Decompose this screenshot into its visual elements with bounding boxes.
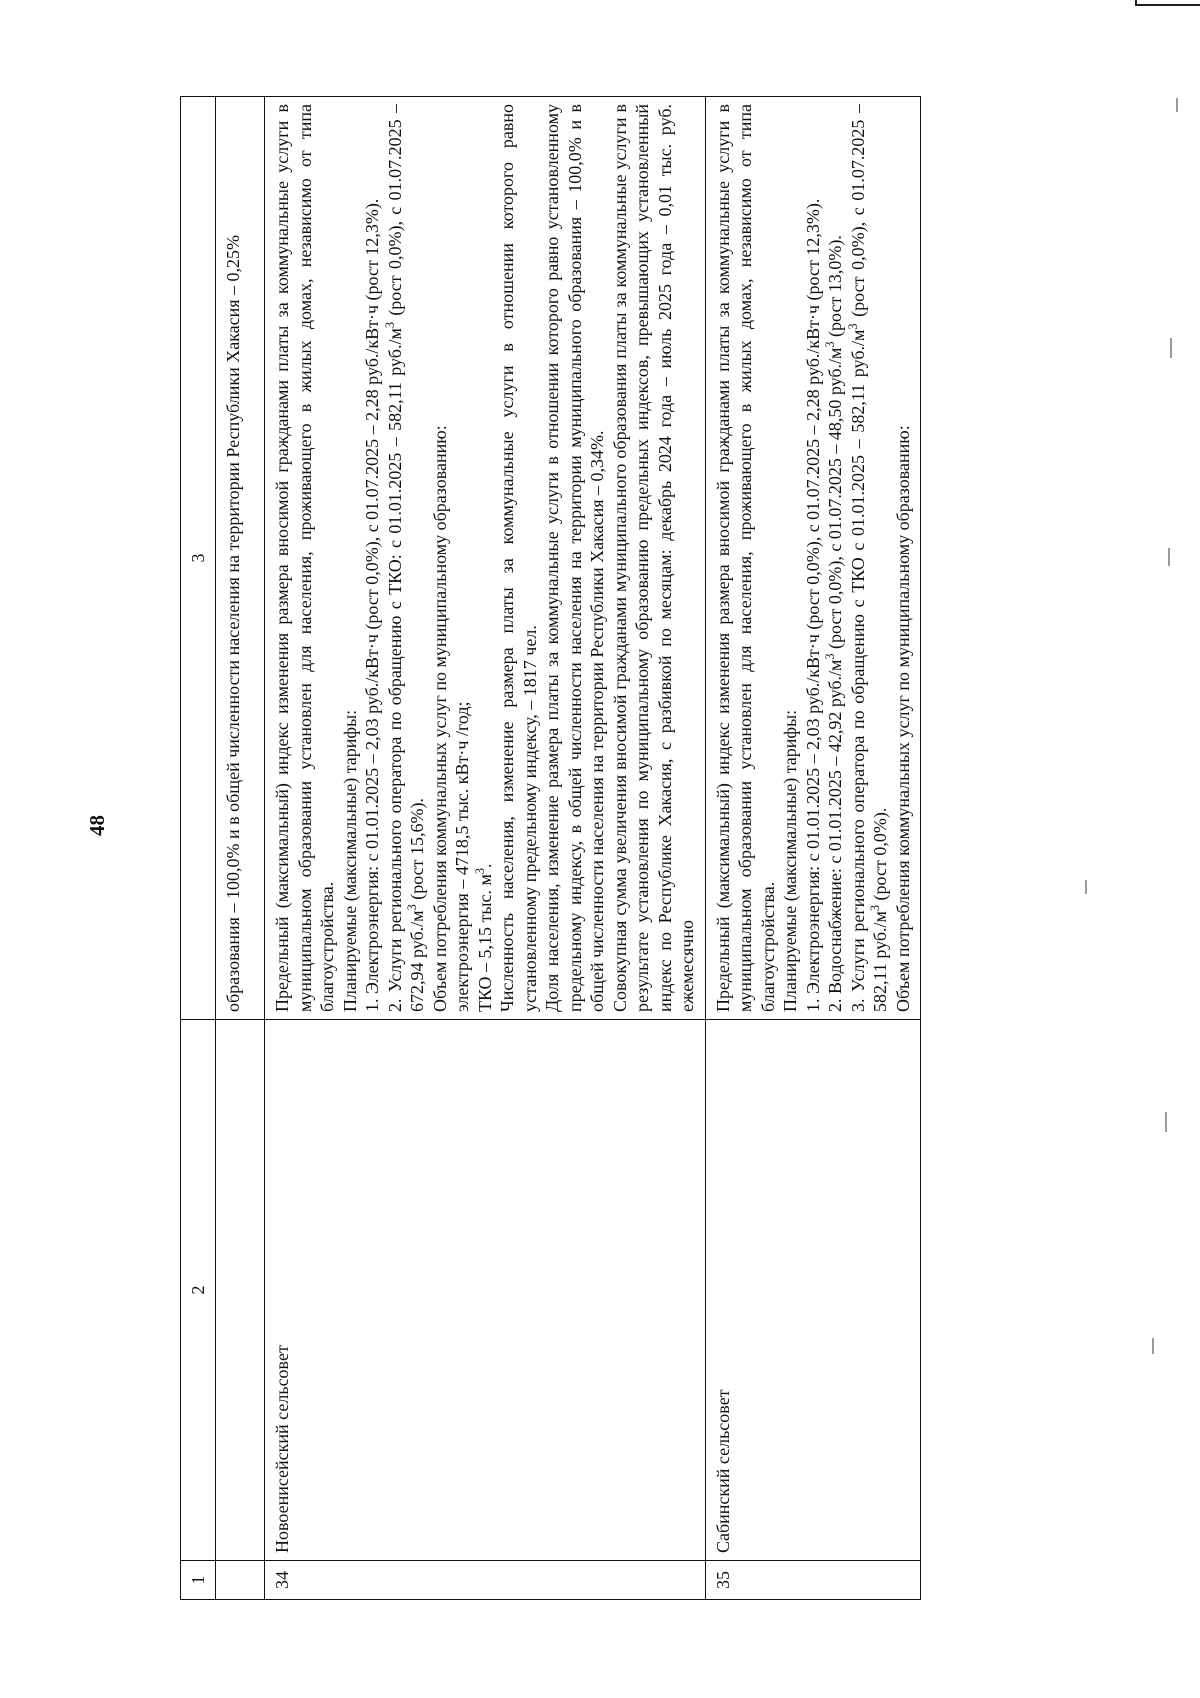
row-number: 35 — [705, 1561, 921, 1600]
volume-item — [474, 104, 497, 1012]
volume-title: Объем потребления коммунальных услуг по муниципальному образованию: — [429, 425, 450, 1012]
superscript: 3 — [845, 323, 860, 330]
tariff-item: 1. Электроэнергия: с 01.01.2025 – 2,03 руб./кВт·ч (рост 0,0%), с 01.07.2025 – 2,28 руб./кВт·ч (рост 12,3%). — [802, 198, 823, 1012]
intro-text: Предельный (максимальный) индекс изменения размера вносимой гражданами платы за коммунальные услуги в муниципальном образовании установлен для населения, проживающего в жилых домах, независимо от типа благоустройства. — [272, 104, 337, 1012]
tariff-index-table — [180, 96, 921, 1600]
volume-item: электроэнергия – 4718,5 тыс. кВт·ч /год; — [452, 701, 472, 1012]
tariff-text: (рост 13,0%). — [825, 235, 845, 342]
superscript: 3 — [405, 904, 419, 911]
scan-mark — [1085, 880, 1087, 894]
scan-mark — [1152, 1338, 1154, 1354]
continuation-text: образования – 100,0% и в общей численности населения на территории Республики Хакасия – 0,25% — [216, 97, 265, 1020]
table-header-row — [181, 97, 216, 1600]
volume-title: Объем потребления коммунальных услуг по муниципальному образованию: — [892, 425, 913, 1012]
tariff-text: (рост 0,0%), с 01.07.2025 – 582,11 руб./м — [847, 104, 890, 1012]
intro-text: Предельный (максимальный) индекс изменения размера вносимой гражданами платы за коммунальные услуги в муниципальном образовании установлен для населения, проживающего в жилых домах, независимо от типа благоустройства. — [712, 104, 778, 1012]
page-number: 48 — [85, 815, 109, 836]
tariff-item — [847, 104, 892, 1012]
volume-text: ТКО – 5,15 тыс. м — [474, 874, 495, 1012]
table-row — [265, 97, 706, 1600]
municipality-name: Новоенисейский сельсовет — [265, 1020, 706, 1561]
row-details — [705, 97, 921, 1020]
tariff-text: (рост 15,6%). — [407, 798, 427, 905]
tariff-text: (рост 0,0%), с 01.07.2025 – 48,50 руб./м — [825, 347, 845, 654]
total-text: Совокупная сумма увеличения вносимой гражданами муниципального образования платы за коммунальные услуги в результате установления по муниципальному образованию предельных индексов, превышающих установленный индекс по Республике Хакасия, с разбивкой по месяцам: декабрь 2024 года – июль 2025 года – 0,01 тыс. руб. ежемесячно — [609, 104, 697, 1012]
tariff-item: 1. Электроэнергия: с 01.01.2025 – 2,03 руб./кВт·ч (рост 0,0%), с 01.07.2025 – 2,28 руб./кВт·ч (рост 12,3%). — [362, 198, 382, 1012]
tariff-text: 2. Водоснабжение: с 01.01.2025 – 42,92 руб./м — [825, 659, 845, 1012]
header-col-1: 1 — [181, 1561, 216, 1600]
tariff-text: 3. Услуги регионального оператора по обращению с ТКО с 01.01.2025 – 582,11 руб./м — [847, 329, 868, 1012]
tariff-item — [384, 104, 429, 1012]
municipality-name: Сабинский сельсовет — [705, 1020, 921, 1561]
tariffs-title: Планируемые (максимальные) тарифы: — [339, 709, 360, 1012]
superscript: 3 — [472, 867, 487, 875]
scan-mark — [1170, 338, 1172, 358]
scan-mark — [1168, 548, 1170, 566]
continuation-empty-2 — [216, 1020, 265, 1561]
rotated-document-sheet — [180, 100, 1080, 1600]
header-col-3: 3 — [181, 97, 216, 1020]
tariff-text: (рост 0,0%). — [870, 807, 890, 905]
row-number: 34 — [265, 1561, 706, 1600]
tariff-item — [824, 104, 847, 1012]
continuation-empty-1 — [216, 1561, 265, 1600]
share-text: Доля населения, изменение размера платы за коммунальные услуги в отношении которого равно установленному предельному индексу, в общей численности населения на территории муниципального образования – 100,0% и в общей численности населения на территории Республики Хакасия – 0,34%. — [542, 104, 607, 1012]
continuation-row — [216, 97, 265, 1600]
scan-mark — [1165, 1112, 1167, 1132]
row-details — [265, 97, 706, 1020]
population-text: Численность населения, изменение размера платы за коммунальные услуги в отношении которого равно установленному предельному индексу, – 1817 чел. — [497, 104, 540, 1012]
superscript: 3 — [823, 341, 837, 348]
header-col-2: 2 — [181, 1020, 216, 1561]
scan-edge-line — [1135, 4, 1200, 6]
tariffs-title: Планируемые (максимальные) тарифы: — [780, 709, 800, 1012]
superscript: 3 — [823, 653, 837, 660]
tariff-text: (рост 0,0%), с 01.07.2025 – 672,94 руб./м — [384, 104, 427, 1012]
tariff-text: 2. Услуги регионального оператора по обращению с ТКО: с 01.01.2025 – 582,11 руб./м — [384, 328, 405, 1012]
superscript: 3 — [868, 904, 882, 912]
volume-text: . — [474, 863, 495, 868]
table-row — [705, 97, 921, 1600]
superscript: 3 — [382, 322, 397, 329]
scan-mark — [1176, 98, 1178, 112]
